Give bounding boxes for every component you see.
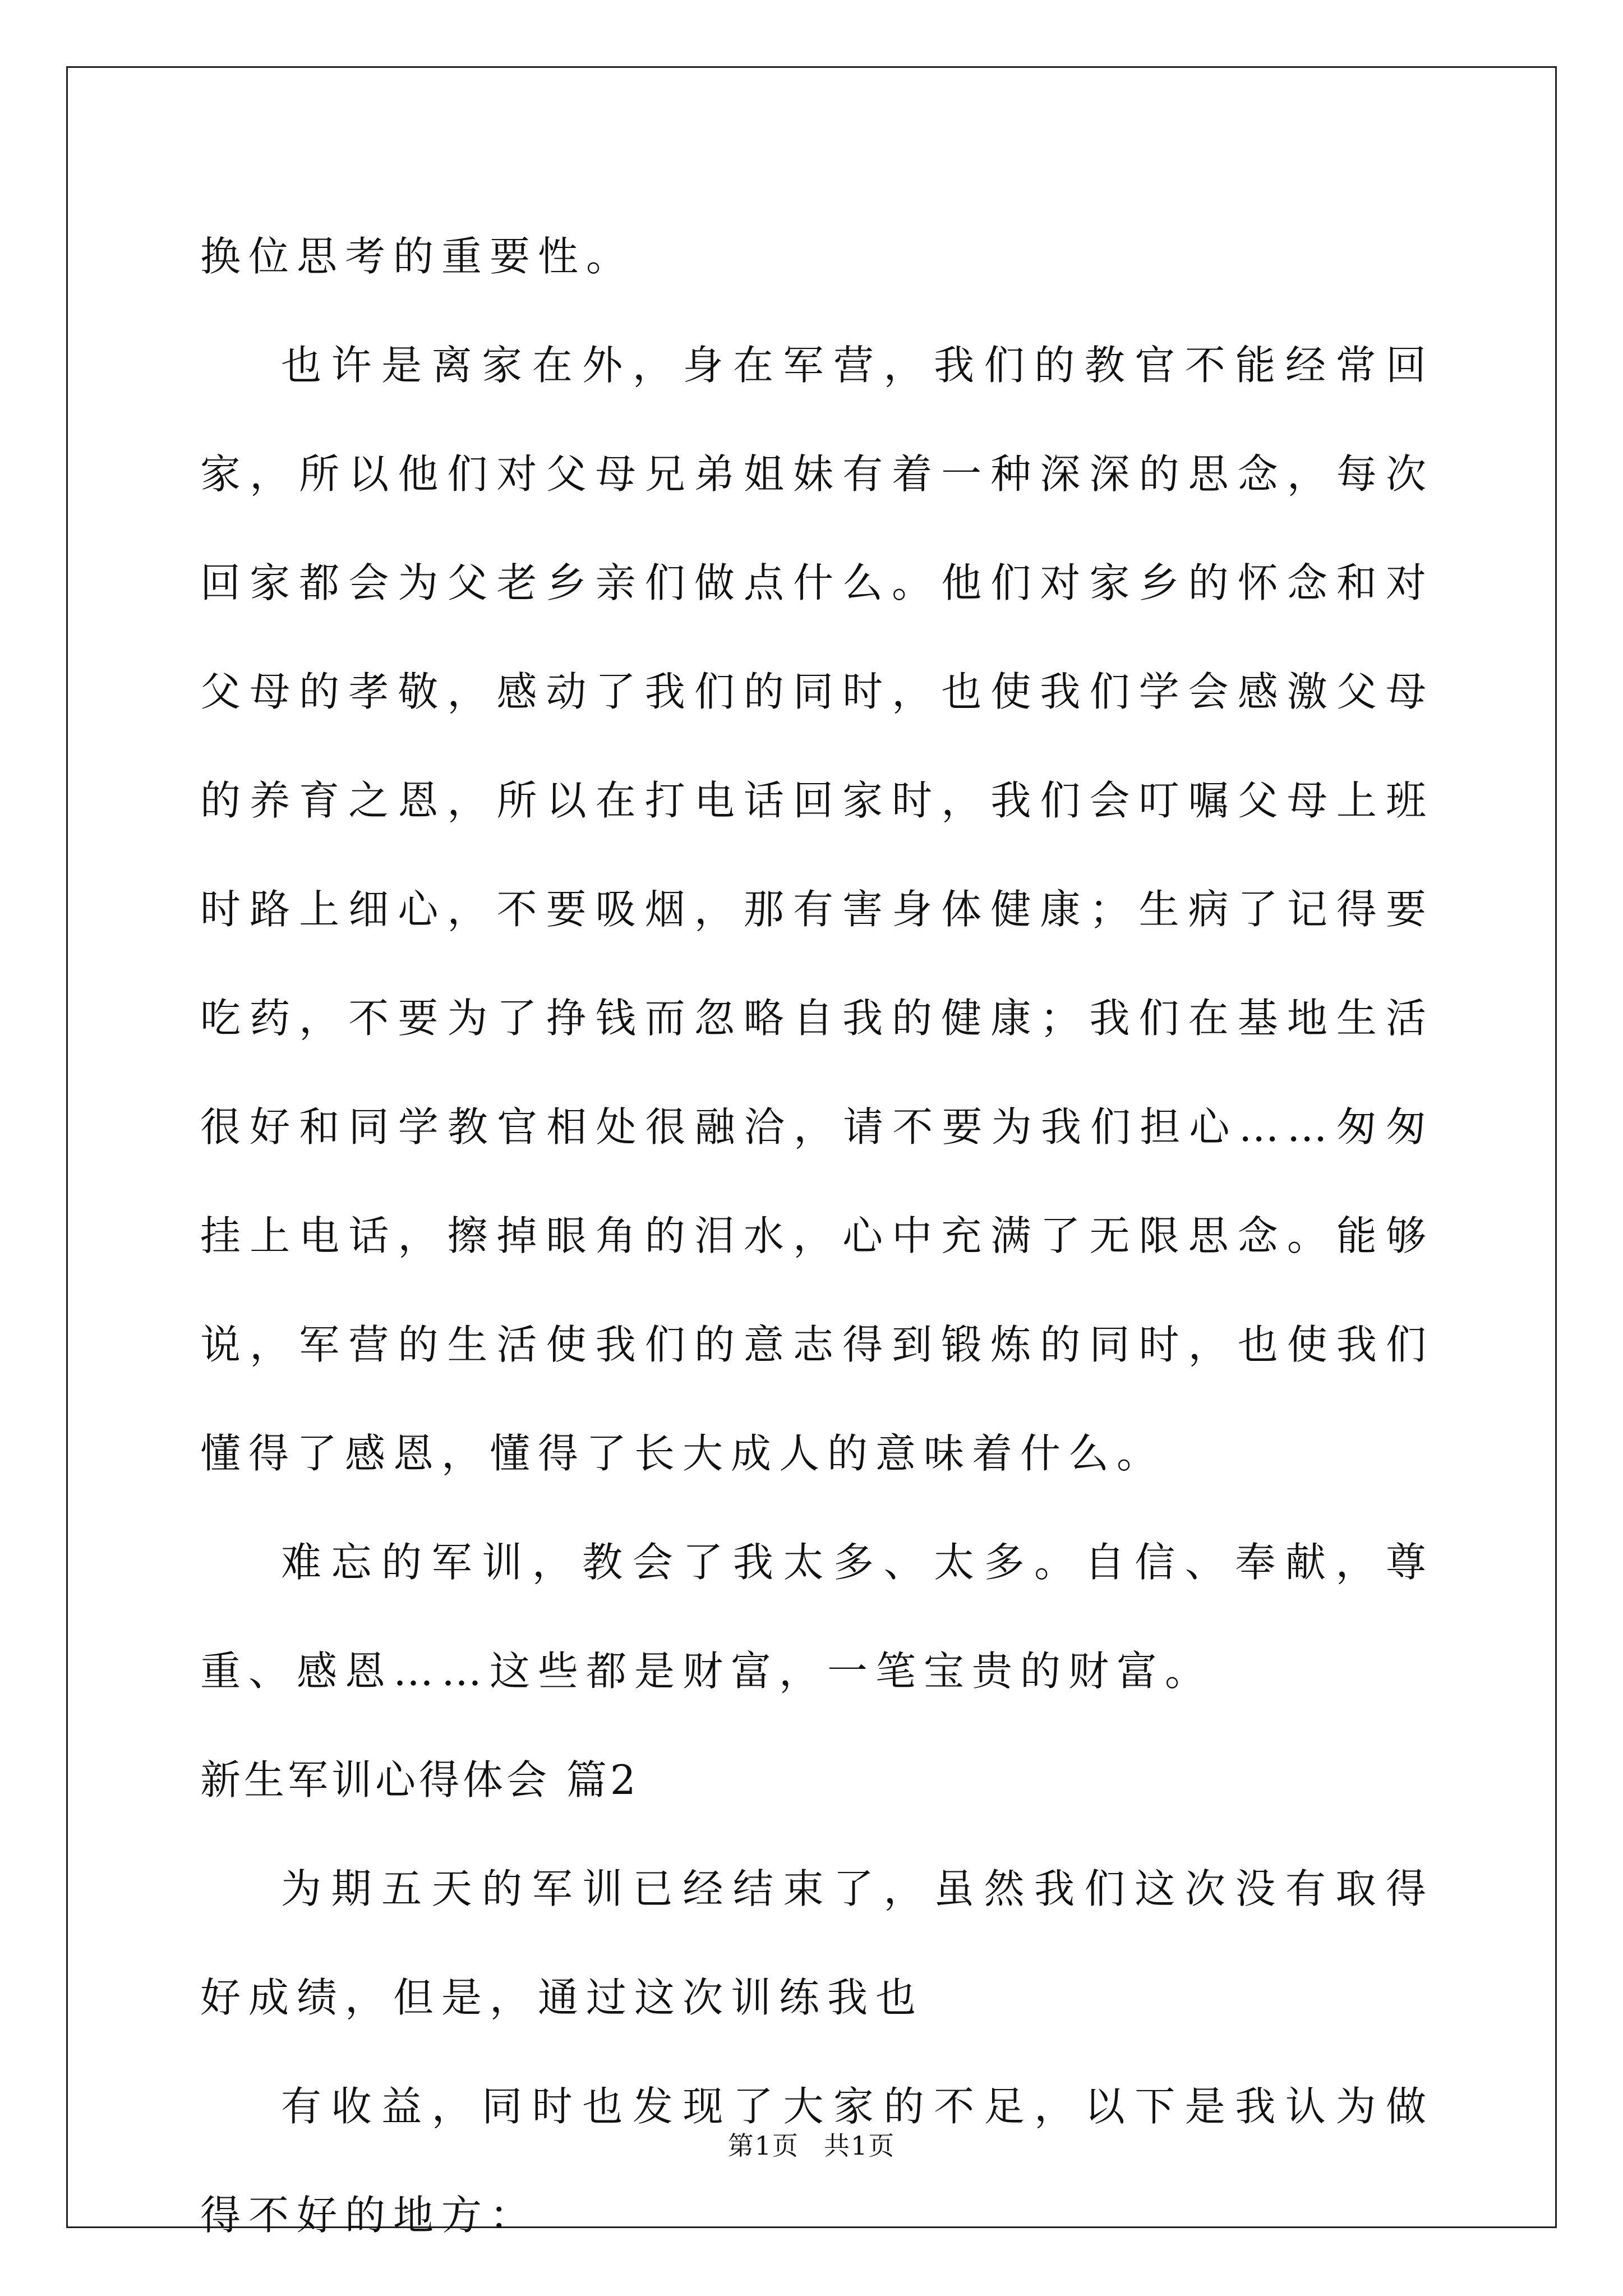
paragraph-instructors: 也许是离家在外，身在军营，我们的教官不能经常回家，所以他们对父母兄弟姐妹有着一种深深的思念，每次回家都会为父老乡亲们做点什么。他们对家乡的怀念和对父母的孝敬，感动了我们的同时，也使我们学会感激父母的养育之恩，所以在打电话回家时，我们会叮嘱父母上班时路上细心，不要吸烟，那有害身体健康；生病了记得要吃药，不要为了挣钱而忽略自我的健康；我们在基地生活很好和同学教官相处很融洽，请不要为我们担心……匆匆挂上电话，擦掉眼角的泪水，心中充满了无限思念。能够说，军营的生活使我们的意志得到锻炼的同时，也使我们懂得了感恩，懂得了长大成人的意味着什么。 xyxy=(200,342,1434,1477)
section-heading: 新生军训心得体会 篇2 xyxy=(200,1756,639,1803)
document-body xyxy=(200,202,1434,2270)
page-total: 共1页 xyxy=(824,2131,896,2161)
page-footer xyxy=(0,2129,1623,2162)
paragraph-continuation: 换位思考的重要性。 xyxy=(200,233,635,280)
paragraph-shortcomings: 有收益，同时也发现了大家的不足，以下是我认为做得不好的地方： xyxy=(200,2083,1434,2239)
paragraph-summary: 难忘的军训，教会了我太多、太多。自信、奉献，尊重、感恩……这些都是财富，一笔宝贵的财富。 xyxy=(200,1539,1434,1695)
paragraph-training-end: 为期五天的军训已经结束了，虽然我们这次没有取得好成绩，但是，通过这次训练我也 xyxy=(200,1865,1434,2021)
page-number: 第1页 xyxy=(727,2131,799,2161)
